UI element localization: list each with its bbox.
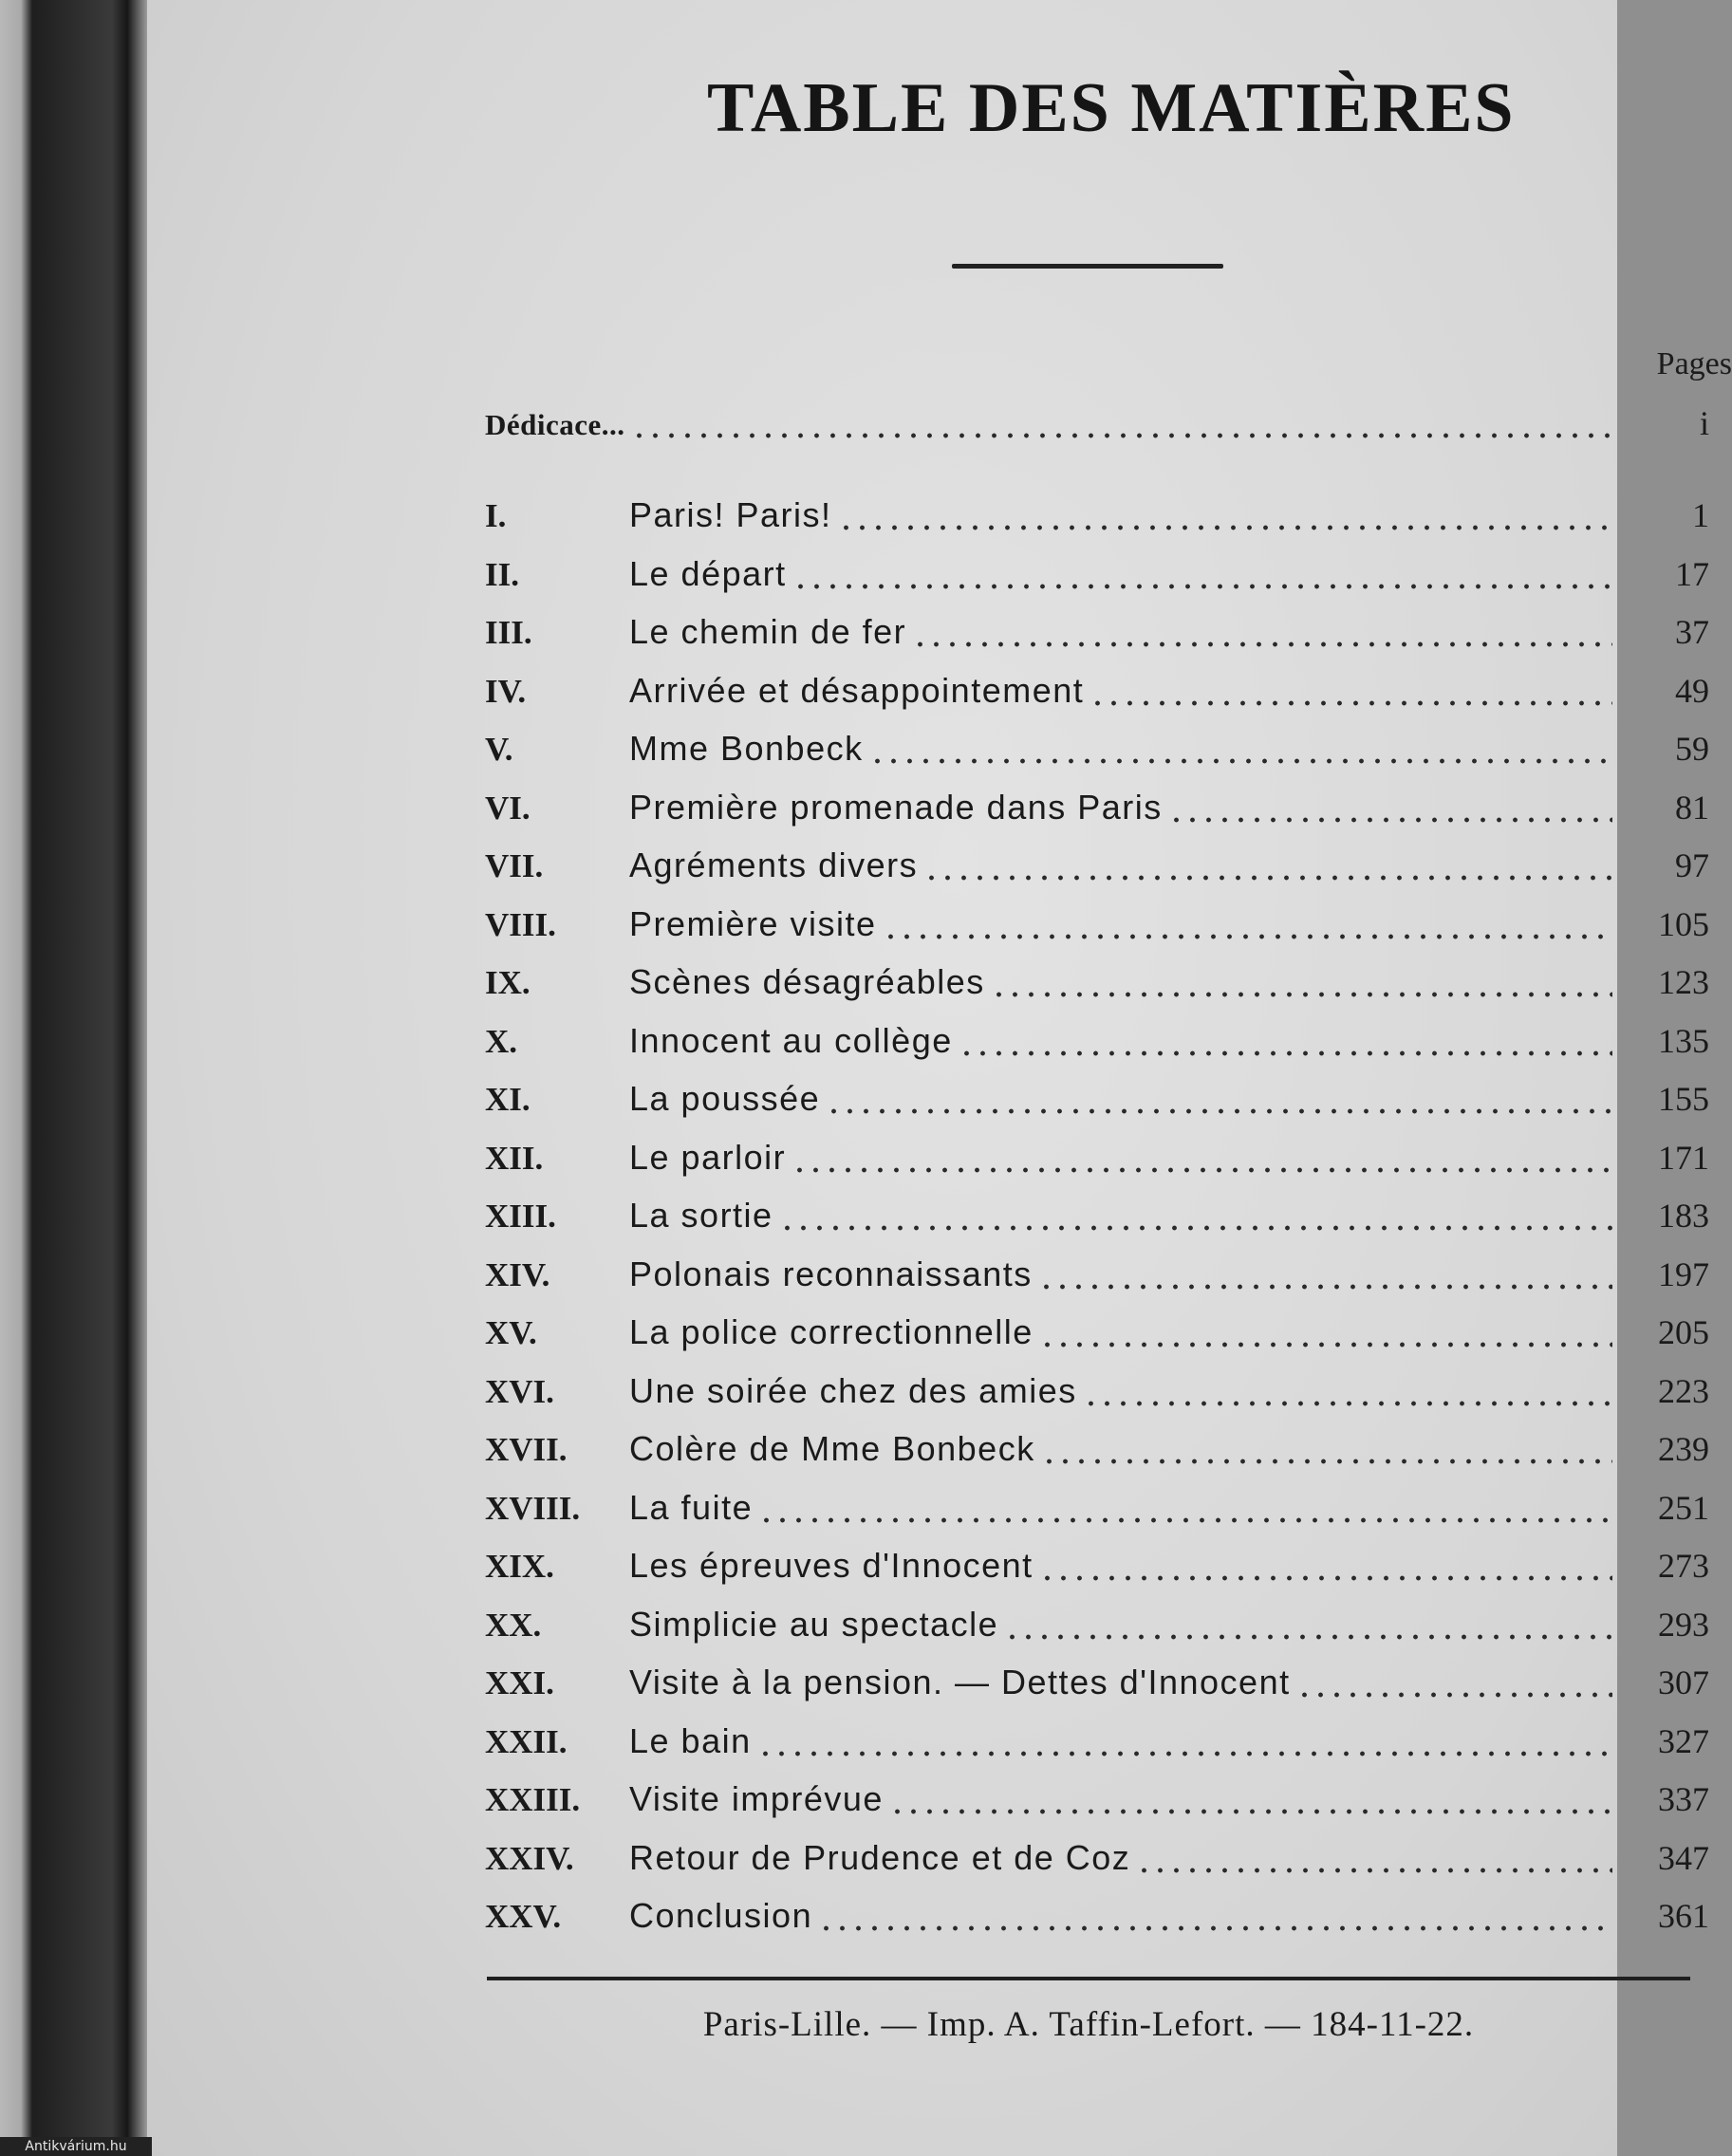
dot-leader [818, 1924, 1612, 1932]
chapter-number: VII. [485, 847, 544, 884]
toc-row [485, 1605, 1709, 1652]
toc-row [485, 1429, 1709, 1477]
toc-row [485, 1488, 1709, 1535]
dot-leader [1296, 1691, 1612, 1699]
chapter-number: XI. [485, 1081, 531, 1118]
toc-row [485, 495, 1709, 543]
dot-leader [757, 1750, 1612, 1757]
toc-row [485, 1196, 1709, 1243]
dot-leader [758, 1516, 1612, 1524]
chapter-title: Le chemin de fer [629, 612, 907, 651]
chapter-number: XXIV. [485, 1840, 574, 1877]
toc-row [485, 612, 1709, 660]
toc-page-number: 59 [1675, 730, 1709, 768]
chapter-title: Conclusion [629, 1896, 813, 1935]
chapter-number: XV. [485, 1314, 537, 1351]
chapter-title: Scènes désagréables [629, 962, 985, 1001]
chapter-title: Première visite [629, 904, 877, 943]
chapter-title: Paris! Paris! [629, 495, 832, 534]
toc-row [485, 904, 1709, 952]
chapter-title: Retour de Prudence et de Coz [629, 1838, 1131, 1877]
dot-leader [792, 583, 1612, 590]
watermark: Antikvárium.hu [0, 2137, 152, 2156]
chapter-number: XXII. [485, 1723, 568, 1760]
toc-row [485, 1371, 1709, 1419]
chapter-number: XVII. [485, 1431, 568, 1468]
dot-leader [959, 1050, 1612, 1057]
toc-row [485, 554, 1709, 602]
chapter-title: Visite imprévue [629, 1779, 884, 1818]
toc-page-number: 135 [1658, 1022, 1709, 1060]
toc-row [485, 1663, 1709, 1710]
chapter-title: Le départ [629, 554, 787, 593]
chapter-title: Le parloir [629, 1138, 787, 1177]
dot-leader [631, 432, 1612, 439]
chapter-number: XIV. [485, 1256, 550, 1293]
toc-row [485, 729, 1709, 776]
chapter-number: XXV. [485, 1898, 562, 1935]
chapter-number: XII. [485, 1140, 544, 1177]
toc-page-number: 293 [1658, 1606, 1709, 1644]
toc-page-number: 155 [1658, 1080, 1709, 1118]
chapter-number: XXIII. [485, 1781, 581, 1818]
toc-row [485, 1138, 1709, 1185]
dot-leader [1039, 1574, 1612, 1582]
toc-page-number: 183 [1658, 1197, 1709, 1235]
toc-page-number: 347 [1658, 1839, 1709, 1877]
toc-page-number: 205 [1658, 1313, 1709, 1351]
chapter-number: IV. [485, 673, 527, 710]
chapter-title: Une soirée chez des amies [629, 1371, 1077, 1410]
book-page [147, 0, 1732, 2156]
chapter-number: IX. [485, 964, 531, 1001]
toc-row [485, 1546, 1709, 1593]
toc-row [485, 1896, 1709, 1943]
dot-leader [991, 991, 1612, 998]
dot-leader [792, 1166, 1612, 1174]
dot-leader [1136, 1867, 1612, 1874]
toc-page-number: 97 [1675, 846, 1709, 884]
chapter-title: Première promenade dans Paris [629, 788, 1163, 827]
dot-leader [1039, 1341, 1612, 1348]
toc-row [485, 1079, 1709, 1126]
chapter-number: I. [485, 497, 507, 534]
toc-page-number: i [1699, 404, 1709, 442]
page-title: TABLE DES MATIÈRES [707, 69, 1516, 147]
chapter-title: Visite à la pension. — Dettes d'Innocent [629, 1663, 1291, 1701]
chapter-title: Le bain [629, 1721, 752, 1760]
toc-row [485, 788, 1709, 835]
dot-leader [912, 641, 1612, 648]
toc-dedication-label: Dédicace... [485, 408, 625, 441]
dot-leader [1083, 1400, 1612, 1407]
toc-page-number: 273 [1658, 1547, 1709, 1585]
dot-leader [923, 874, 1612, 882]
dot-leader [1168, 816, 1612, 824]
chapter-number: XIII. [485, 1198, 556, 1235]
toc-row [485, 1721, 1709, 1769]
toc-page-number: 361 [1658, 1897, 1709, 1935]
chapter-title: Arrivée et désappointement [629, 671, 1085, 710]
chapter-number: XVIII. [485, 1490, 581, 1527]
dot-leader [838, 524, 1612, 531]
toc-row [485, 846, 1709, 893]
dot-leader [826, 1107, 1612, 1115]
chapter-title: La sortie [629, 1196, 773, 1235]
toc-page-number: 337 [1658, 1780, 1709, 1818]
toc-page-number: 171 [1658, 1139, 1709, 1177]
toc-page-number: 49 [1675, 672, 1709, 710]
chapter-title: La fuite [629, 1488, 754, 1527]
toc-row [485, 962, 1709, 1010]
chapter-number: XVI. [485, 1373, 554, 1410]
toc-page-number: 327 [1658, 1722, 1709, 1760]
toc-page-number: 223 [1658, 1372, 1709, 1410]
toc-page-number: 105 [1658, 905, 1709, 943]
dot-leader [869, 757, 1612, 765]
dot-leader [1038, 1283, 1612, 1291]
dot-leader [883, 933, 1612, 940]
toc-row [485, 1255, 1709, 1302]
toc-page-number: 37 [1675, 613, 1709, 651]
chapter-number: X. [485, 1023, 518, 1060]
dot-leader [1041, 1458, 1612, 1465]
title-divider [952, 264, 1223, 269]
chapter-title: La poussée [629, 1079, 821, 1118]
toc-page-number: 197 [1658, 1255, 1709, 1293]
toc-row [485, 1838, 1709, 1886]
chapter-number: XIX. [485, 1548, 554, 1585]
chapter-title: Innocent au collège [629, 1021, 953, 1060]
dot-leader [779, 1224, 1612, 1232]
toc-page-number: 17 [1675, 555, 1709, 593]
toc-page-number: 239 [1658, 1430, 1709, 1468]
toc-row [485, 671, 1709, 718]
toc-row [485, 1779, 1709, 1827]
toc-page-number: 1 [1692, 496, 1709, 534]
toc-row [485, 1021, 1709, 1069]
toc-page-number: 123 [1658, 963, 1709, 1001]
dot-leader [1004, 1633, 1612, 1641]
chapter-number: XX. [485, 1607, 542, 1644]
chapter-number: VI. [485, 790, 531, 827]
chapter-number: VIII. [485, 906, 556, 943]
toc-page-number: 307 [1658, 1663, 1709, 1701]
chapter-number: III. [485, 614, 532, 651]
chapter-title: Colère de Mme Bonbeck [629, 1429, 1035, 1468]
toc-row-dedication [485, 403, 1709, 451]
toc-row [485, 1312, 1709, 1360]
chapter-title: La police correctionnelle [629, 1312, 1034, 1351]
chapter-number: V. [485, 731, 513, 768]
book-spine-edge [0, 0, 152, 2156]
chapter-title: Les épreuves d'Innocent [629, 1546, 1034, 1585]
toc-page-number: 251 [1658, 1489, 1709, 1527]
chapter-title: Simplicie au spectacle [629, 1605, 999, 1644]
dot-leader [889, 1808, 1612, 1815]
toc-page-number: 81 [1675, 789, 1709, 827]
chapter-number: XXI. [485, 1664, 554, 1701]
footer-divider [487, 1977, 1690, 1980]
printer-imprint: Paris-Lille. — Imp. A. Taffin-Lefort. — 184-11-22. [702, 2005, 1475, 2044]
chapter-title: Polonais reconnaissants [629, 1255, 1033, 1293]
chapter-title: Mme Bonbeck [629, 729, 864, 768]
dot-leader [1089, 699, 1612, 707]
chapter-title: Agréments divers [629, 846, 919, 884]
pages-column-header: Pages [1656, 346, 1732, 381]
chapter-number: II. [485, 556, 519, 593]
